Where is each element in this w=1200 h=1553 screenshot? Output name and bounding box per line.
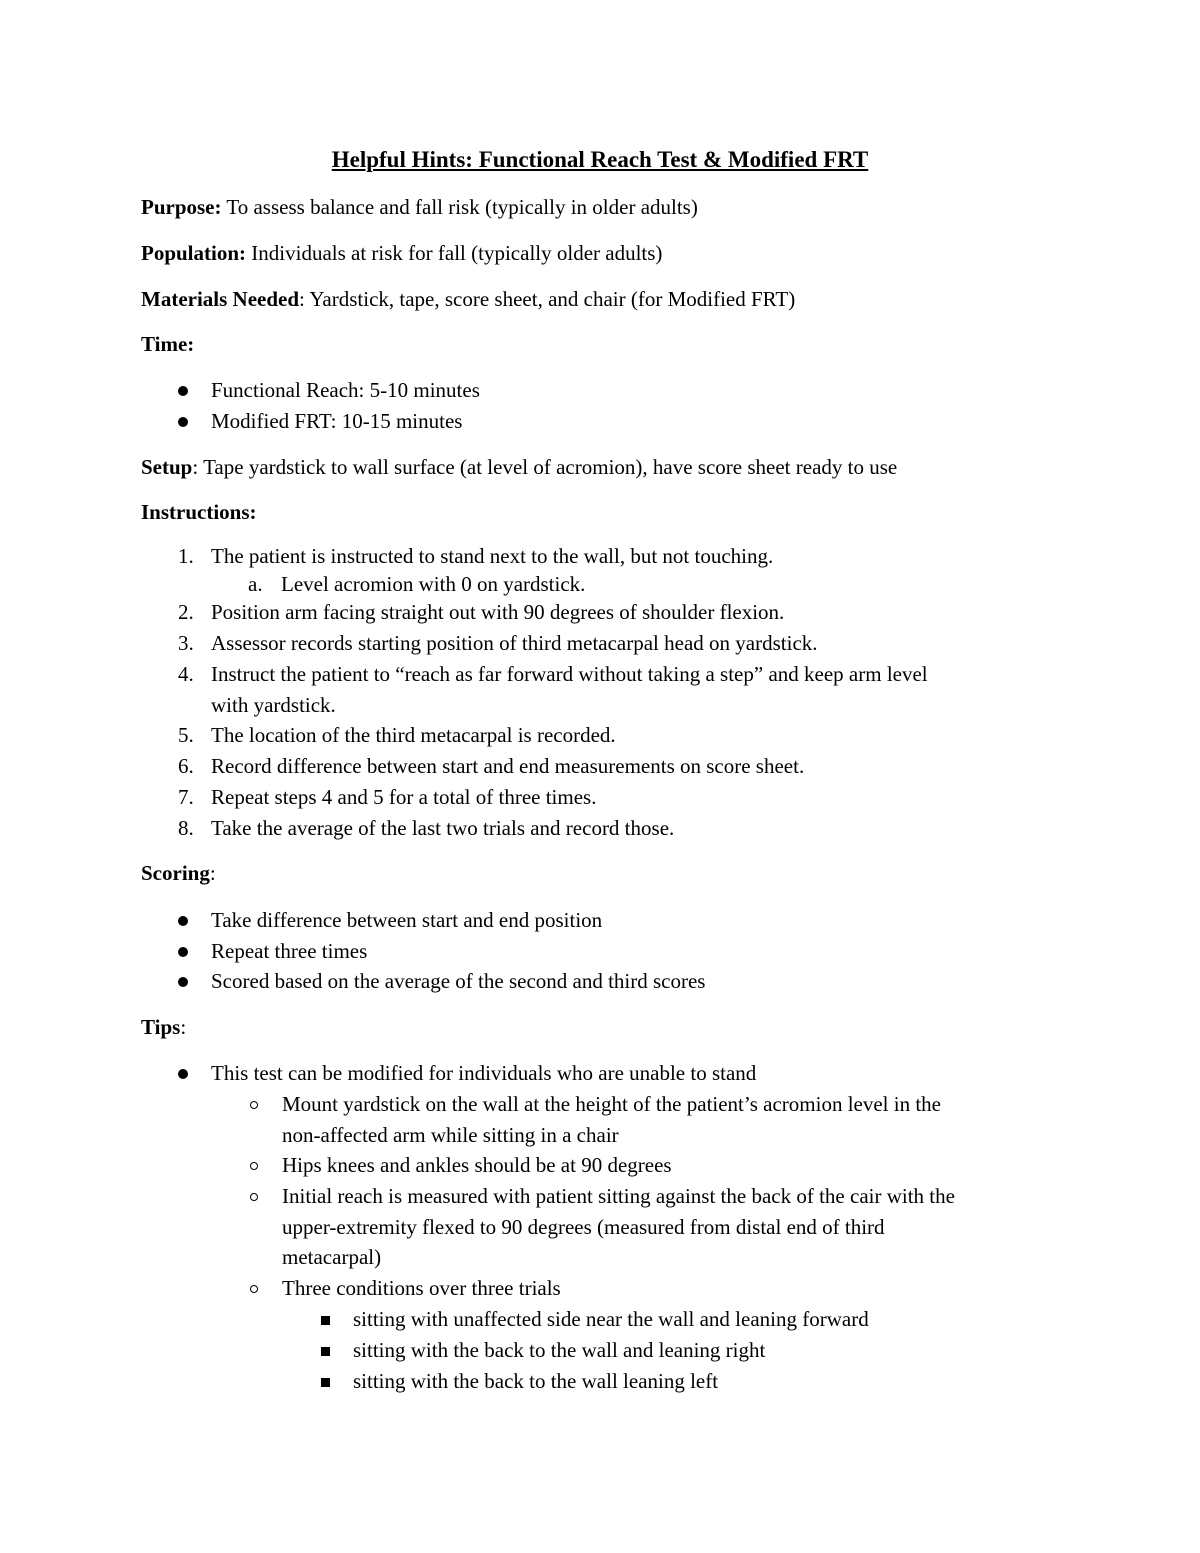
- list-item: Repeat three times: [211, 939, 368, 963]
- list-item: Modified FRT: 10-15 minutes: [211, 409, 463, 433]
- list-item-continuation: upper-extremity flexed to 90 degrees (measured from distal end of third: [282, 1215, 885, 1239]
- list-item: Level acromion with 0 on yardstick.: [281, 572, 586, 596]
- time-line: [141, 329, 194, 360]
- population-label: Population:: [141, 241, 247, 265]
- bullet-icon: [178, 1069, 188, 1079]
- list-item: Repeat steps 4 and 5 for a total of three times.: [211, 785, 597, 809]
- list-item-continuation: non-affected arm while sitting in a chair: [282, 1123, 619, 1147]
- bullet-icon: [178, 947, 188, 957]
- list-item: Instruct the patient to “reach as far forward without taking a step” and keep arm level: [211, 662, 928, 686]
- list-item: Three conditions over three trials: [282, 1276, 561, 1300]
- list-marker: 7.: [178, 785, 194, 809]
- bullet-icon: [178, 417, 188, 427]
- list-item: The patient is instructed to stand next to the wall, but not touching.: [211, 544, 774, 568]
- scoring-colon: :: [209, 861, 216, 885]
- list-item-continuation: metacarpal): [282, 1245, 382, 1269]
- purpose-text: To assess balance and fall risk (typically in older adults): [221, 195, 698, 219]
- tips-colon: :: [180, 1015, 187, 1039]
- population-text: Individuals at risk for fall (typically older adults): [246, 241, 663, 265]
- list-marker: 3.: [178, 631, 194, 655]
- list-item: Hips knees and ankles should be at 90 degrees: [282, 1153, 672, 1177]
- circle-bullet-icon: [250, 1101, 258, 1109]
- list-item: Functional Reach: 5-10 minutes: [211, 378, 480, 402]
- setup-label: Setup: [141, 455, 193, 479]
- list-item: Record difference between start and end measurements on score sheet.: [211, 754, 805, 778]
- purpose-line: [141, 192, 698, 223]
- bullet-icon: [178, 916, 188, 926]
- list-marker: 1.: [178, 544, 194, 568]
- list-item: sitting with unaffected side near the wall and leaning forward: [353, 1307, 869, 1331]
- instructions-line: [141, 497, 257, 528]
- materials-text: : Yardstick, tape, score sheet, and chair (for Modified FRT): [299, 287, 796, 311]
- time-label: Time:: [141, 332, 195, 356]
- bullet-icon: [178, 386, 188, 396]
- scoring-line: [141, 858, 216, 889]
- tips-line: [141, 1012, 186, 1043]
- page-title: Helpful Hints: Functional Reach Test & Modified FRT: [331, 147, 869, 172]
- square-bullet-icon: [321, 1347, 330, 1356]
- purpose-label: Purpose:: [141, 195, 222, 219]
- list-marker: 2.: [178, 600, 194, 624]
- square-bullet-icon: [321, 1316, 330, 1325]
- list-item: Take the average of the last two trials and record those.: [211, 816, 675, 840]
- list-item: sitting with the back to the wall and leaning right: [353, 1338, 766, 1362]
- bullet-icon: [178, 977, 188, 987]
- list-item-continuation: with yardstick.: [211, 693, 336, 717]
- list-item: Position arm facing straight out with 90 degrees of shoulder flexion.: [211, 600, 785, 624]
- list-item: Scored based on the average of the second and third scores: [211, 969, 706, 993]
- list-marker: 4.: [178, 662, 194, 686]
- list-item: sitting with the back to the wall leaning left: [353, 1369, 719, 1393]
- square-bullet-icon: [321, 1378, 330, 1387]
- circle-bullet-icon: [250, 1162, 258, 1170]
- list-item: Take difference between start and end position: [211, 908, 603, 932]
- list-item: This test can be modified for individuals who are unable to stand: [211, 1061, 757, 1085]
- materials-line: [141, 284, 795, 315]
- list-item: Assessor records starting position of third metacarpal head on yardstick.: [211, 631, 818, 655]
- list-marker: 6.: [178, 754, 194, 778]
- list-item: Initial reach is measured with patient sitting against the back of the cair with the: [282, 1184, 955, 1208]
- list-item: Mount yardstick on the wall at the height of the patient’s acromion level in the: [282, 1092, 941, 1116]
- circle-bullet-icon: [250, 1285, 258, 1293]
- scoring-label: Scoring: [141, 861, 210, 885]
- list-marker: a.: [248, 572, 263, 596]
- list-marker: 8.: [178, 816, 194, 840]
- list-marker: 5.: [178, 723, 194, 747]
- circle-bullet-icon: [250, 1193, 258, 1201]
- instructions-label: Instructions:: [141, 500, 257, 524]
- population-line: [141, 238, 662, 269]
- setup-text: : Tape yardstick to wall surface (at level of acromion), have score sheet ready to use: [192, 455, 898, 479]
- tips-label: Tips: [141, 1015, 181, 1039]
- setup-line: [141, 452, 897, 483]
- materials-label: Materials Needed: [141, 287, 300, 311]
- list-item: The location of the third metacarpal is recorded.: [211, 723, 616, 747]
